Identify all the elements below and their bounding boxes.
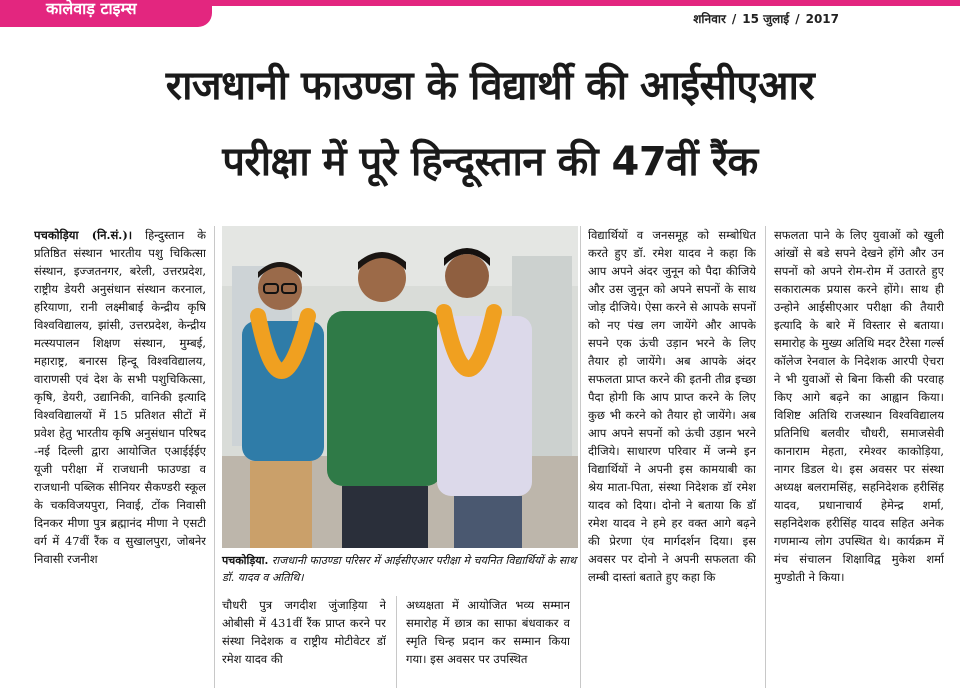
photo-illustration bbox=[222, 226, 578, 548]
column-rule bbox=[396, 596, 397, 688]
photo-caption bbox=[222, 552, 582, 586]
article-column-4: विद्यार्थियों व जनसमूह को सम्बोधित करते हुए डॉ. रमेश यादव ने कहा कि आप अपने अंदर जुनून को पैदा कीजिये और उस जुनून को अपने सपनों के साथ जोड़ दीजिये। ऐसा करने से आपके सपनों को नए पंख लग जायेंगे और आपके सपने एक ऊंची उड़ान भरने के लिए तैयार हो जायेंगे। अब आपके अंदर सफलता प्राप्त करने की इतनी तीव्र इच्छा पैदा होगी कि आप प्राप्त करने के लिए कुछ भी करने को तैयार हो जायेंगे। अब आप अपने सपनों को ऊंची उड़ान भरने दीजिये। साधारण परिवार में जन्मे इन विद्यार्थियों ने अपनी इस कामयाबी का श्रेय माता-पिता, संस्था निदेशक डॉ रमेश यादव को दिया। दोनो ने बताया कि डॉ रमेश यादव ने हमे हर वक्त आगे बढ़ने की प्रेरणा एंव मार्गदर्शन दिया। इस अवसर पर दोनो ने अपनी सफलता की लम्बी दास्तां बताते हुए कहा कि bbox=[588, 228, 756, 584]
top-strip bbox=[0, 0, 960, 30]
issue-day-month: 15 जुलाई bbox=[742, 12, 790, 26]
column-rule bbox=[580, 226, 581, 688]
section-tag: कालेवाड़ टाइम्स bbox=[0, 0, 212, 27]
headline-line-1: राजधानी फाउण्डा के विद्यार्थी की आईसीएआर bbox=[165, 63, 815, 109]
news-photo bbox=[222, 226, 578, 548]
article-column-2: चौधरी पुत्र जगदीश जुंजाड़िया ने ओबीसी में 431वीं रैंक प्राप्त करने पर संस्था निदेशक व राष्ट्रीय मोटीवेटर डॉ रमेश यादव की bbox=[222, 598, 386, 666]
accent-line bbox=[212, 0, 960, 6]
caption-text: राजधानी फाउण्डा परिसर में आईसीएआर परीक्षा मे चयनित विद्यार्थियों के साथ डॉ. यादव व अतिथि। bbox=[222, 554, 577, 584]
dateline: पचकोड़िया (नि.सं.)। bbox=[34, 228, 133, 242]
column-rule bbox=[765, 226, 766, 688]
caption-place: पचकोड़िया. bbox=[222, 554, 269, 567]
column-1-text: हिन्दुस्तान के प्रतिष्ठित संस्थान भारतीय पशु चिकित्सा संस्थान, इज्जतनगर, बरेली, उत्तरप्रदेश, राष्ट्रीय डेयरी अनुसंधान संस्थान करनाल, हरियाणा, रानी लक्ष्मीबाई केन्द्रीय कृषि विश्वविद्यालय, झांसी, उत्तरप्रदेश, केन्द्रीय मत्स्यपालन शिक्षण संस्थान, मुम्बई, महाराष्ट्र, बनारस हिन्दू विश्वविद्यालय, वाराणसी एवं देश के सभी पशुचिकित्सा, कृषि, डेयरी, उद्यानिकी, वानिकी इत्यादि विश्वविद्यालयों में 15 प्रतिशत सीटों में प्रवेश हेतु भारतीय कृषि अनुसंधान परिषद -नई दिल्ली द्वारा आयोजित एआईईईए यूजी परीक्षा में राजधानी फाउण्डा व राजधानी पब्लिक सीनियर सैकण्डरी स्कूल के चकविजयपुरा, निवाई, टोंक निवासी दिनकर मीणा पुत्र ब्रह्मानंद मीणा ने एसटी वर्ग में 47वीं रैंक व सुखालपुरा, जोबनेर निवासी रजनीश bbox=[34, 228, 206, 566]
issue-year: 2017 bbox=[805, 12, 839, 26]
headline bbox=[30, 58, 950, 190]
issue-day: शनिवार bbox=[693, 12, 726, 26]
article-column-1 bbox=[34, 226, 206, 688]
date-separator-2: / bbox=[795, 12, 800, 26]
headline-line-2: परीक्षा में पूरे हिन्दूस्तान की 47वीं रैंक bbox=[222, 139, 758, 185]
article-column-5: सफलता पाने के लिए युवाओं को खुली आंखों से बडे सपने देखने होंगे और उन सपनों को अपने रोम-रोम में उतारते हुए सकारात्मक प्रयास करने होंगे। साथ ही उन्होने आईसीएआर परीक्षा की तैयारी इत्यादि के बारे में विस्तार से बताया। समारोह के मुख्य अतिथि मदर टैरेसा गर्ल्स कॉलेज रेनवाल के निदेशक आरपी ऐचरा ने भी युवाओं से बिना किसी की परवाह किए आगे बढ़ने का आह्वान किया। विशिष्ट अतिथि राजस्थान विश्वविद्यालय प्रतिनिधि बलवीर चौधरी, समाजसेवी कानाराम मेहता, रमेश्वर काकोड़िया, नागर डिडल थे। इस अवसर पर संस्था अध्यक्ष बलरामसिंह, सहनिदेशक हरीसिंह यादव, प्रधानाचार्य हेमेन्द्र शर्मा, सहनिदेशक हरीसिंह यादव सहित अनेक गणमान्य लोग उपस्थित थे। कार्यक्रम में मंच संचालन शिक्षाविद्व मुकेश शर्मा मुण्डोती ने किया। bbox=[774, 228, 944, 584]
date-separator: / bbox=[731, 12, 737, 26]
article-column-3: अध्यक्षता में आयोजित भव्य सम्मान समारोह में छात्र का साफा बंधवाकर व स्मृति चिन्ह प्रदान कर सम्मान किया गया। इस अवसर पर उपस्थित bbox=[406, 598, 570, 666]
column-rule bbox=[214, 226, 215, 688]
issue-date bbox=[690, 10, 842, 27]
